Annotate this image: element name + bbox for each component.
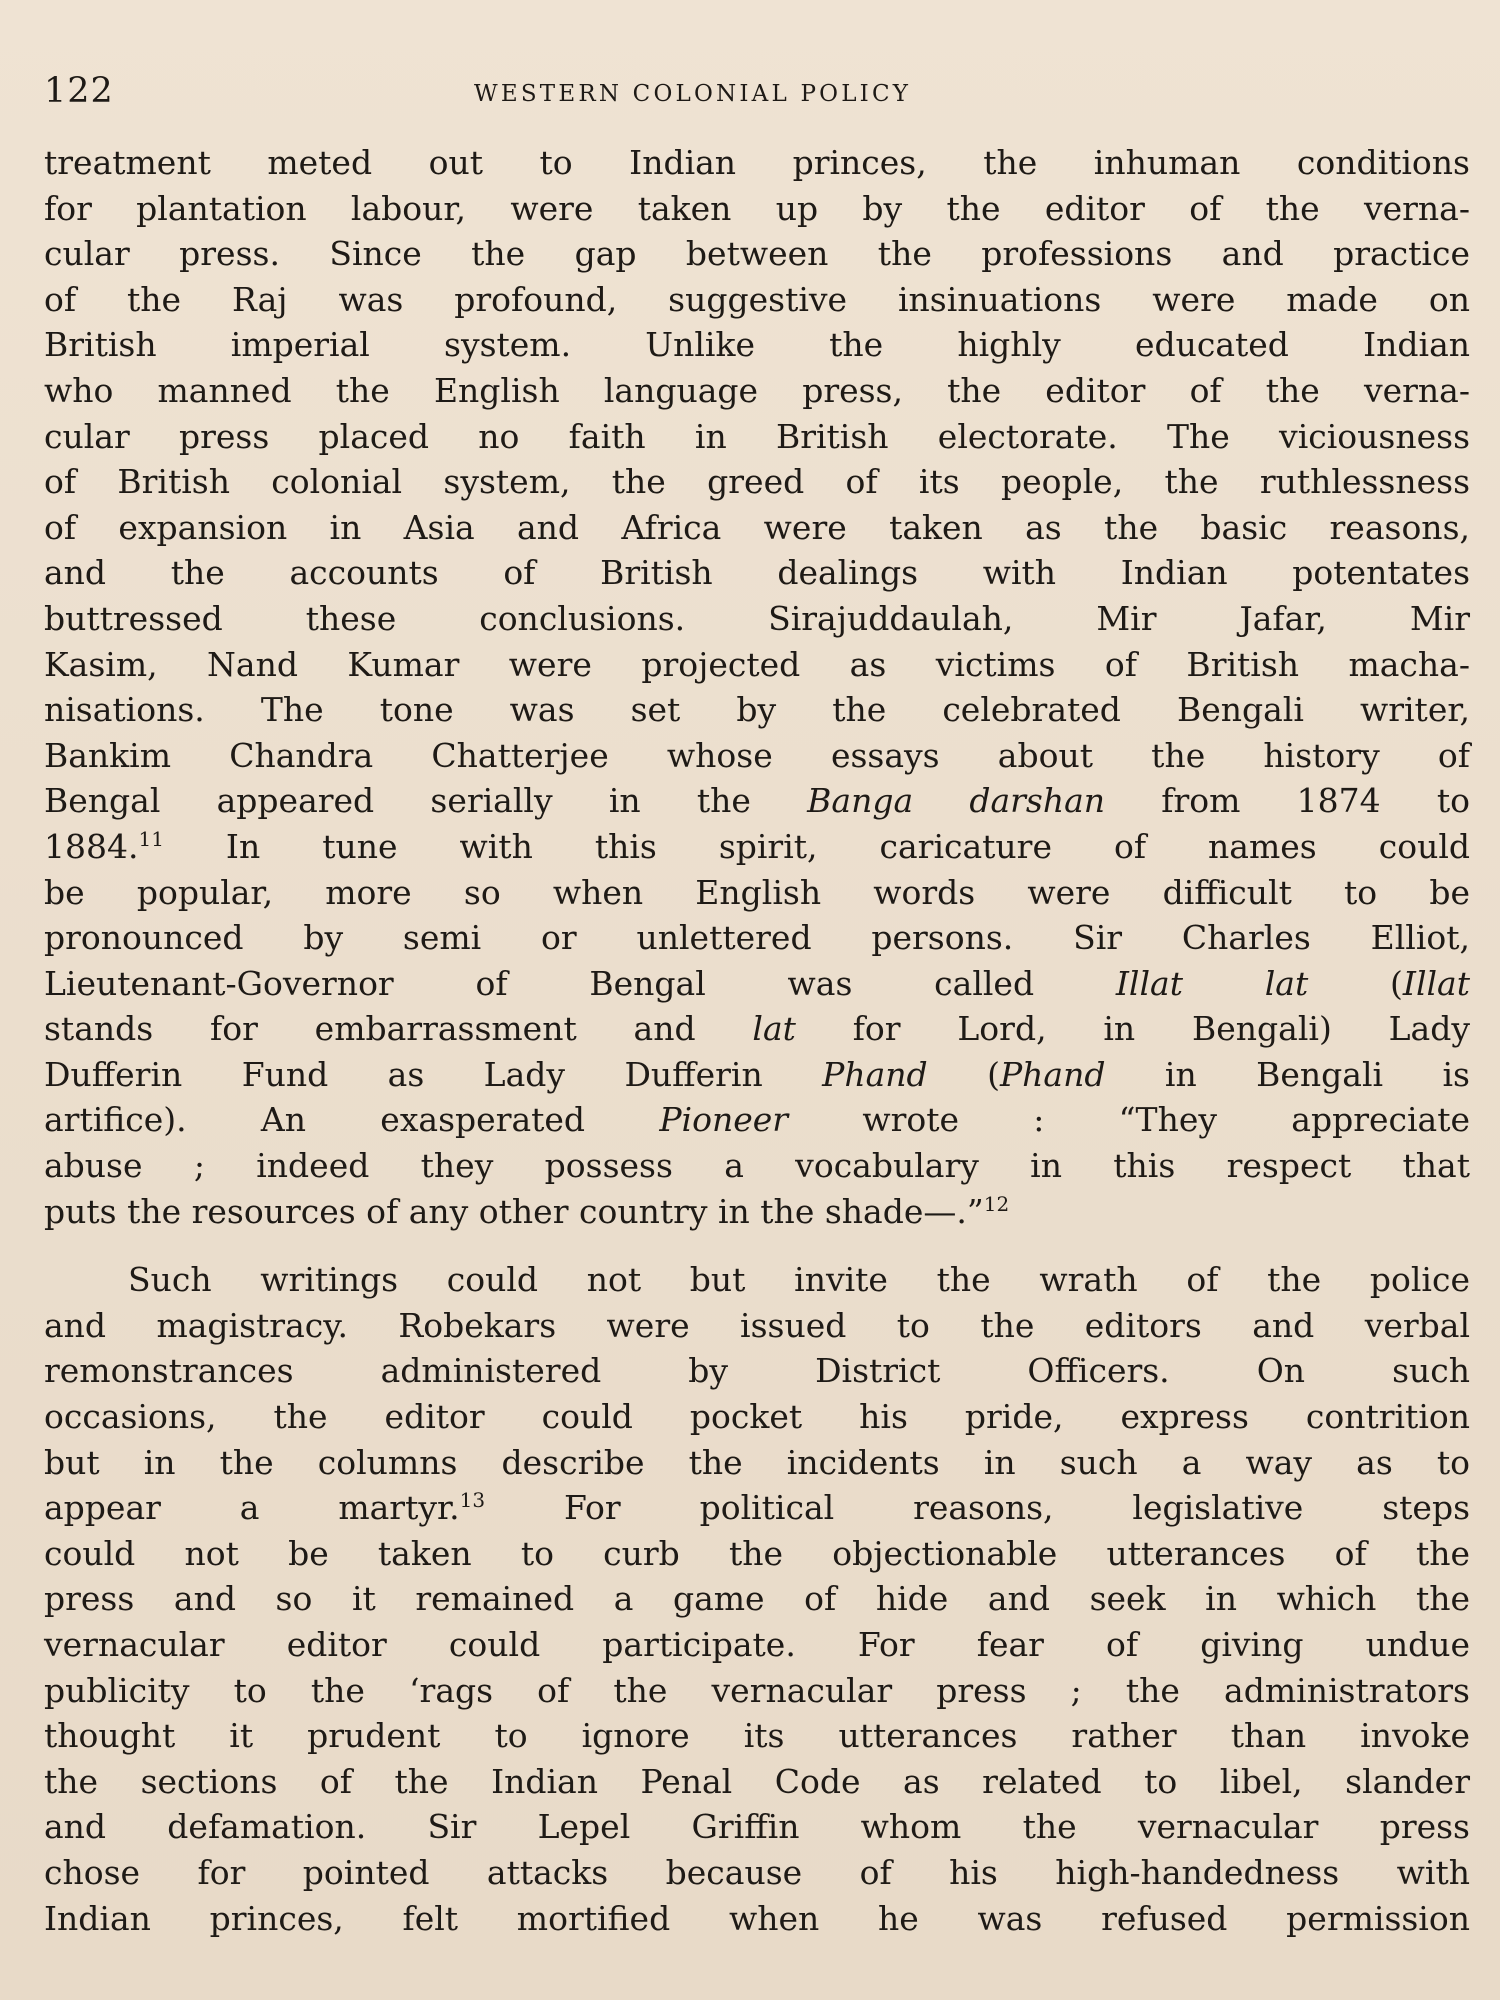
text-segment: Such writings could not but invite the wrath of the police	[128, 1260, 1470, 1300]
text-line	[44, 1622, 1470, 1668]
text-line	[44, 1394, 1470, 1440]
text-segment: cular press. Since the gap between the professions and practice	[44, 234, 1470, 274]
text-segment: occasions, the editor could pocket his pride, express contrition	[44, 1397, 1470, 1437]
text-segment: but in the columns describe the incidents in such a way as to	[44, 1442, 1470, 1482]
italic-text: lat	[752, 1009, 796, 1049]
footnote-marker: 13	[459, 1488, 486, 1513]
text-segment: abuse ; indeed they possess a vocabulary in this respect that	[44, 1146, 1470, 1186]
text-line	[44, 1759, 1470, 1805]
text-segment: treatment meted out to Indian princes, the inhuman conditions	[44, 143, 1470, 182]
text-line	[44, 1896, 1470, 1942]
text-segment: of British colonial system, the greed of its people, the ruthlessness	[44, 462, 1470, 502]
text-line	[44, 277, 1470, 323]
running-head	[44, 66, 1470, 116]
paragraph	[44, 1257, 1470, 1941]
text-line	[44, 550, 1470, 596]
text-line	[44, 1303, 1470, 1349]
text-line	[44, 322, 1470, 368]
italic-text: Illat	[1402, 963, 1470, 1003]
running-title: WESTERN COLONIAL POLICY	[474, 81, 912, 107]
italic-text: Phand	[822, 1054, 928, 1094]
text-line	[44, 1713, 1470, 1759]
text-segment: Indian princes, felt mortified when he was refused permission	[44, 1898, 1470, 1938]
text-segment: chose for pointed attacks because of his high-handedness with	[44, 1852, 1470, 1892]
text-line	[44, 1052, 1470, 1098]
italic-text: Illat lat	[1115, 963, 1309, 1003]
text-segment: appear a martyr.	[44, 1488, 460, 1528]
text-segment: Bankim Chandra Chatterjee whose essays about the history of	[44, 735, 1470, 775]
footnote-marker: 12	[983, 1191, 1010, 1216]
paragraph	[44, 140, 1470, 1234]
text-segment: buttressed these conclusions. Sirajuddaulah, Mir Jafar, Mir	[44, 598, 1470, 638]
footnote-marker: 11	[138, 826, 164, 851]
text-line	[44, 505, 1470, 551]
text-segment: and magistracy. Robekars were issued to the editors and verbal	[44, 1305, 1470, 1345]
text-segment: for plantation labour, were taken up by the editor of the verna-	[44, 188, 1470, 228]
text-line	[44, 778, 1470, 824]
text-segment: puts the resources of any other country in the shade—.”	[44, 1191, 984, 1231]
italic-text: Banga darshan	[807, 781, 1106, 821]
text-segment: in Bengali is	[1105, 1054, 1470, 1094]
italic-text: Pioneer	[659, 1100, 789, 1140]
text-segment: cular press placed no faith in British electorate. The viciousness	[44, 416, 1470, 456]
text-line	[44, 231, 1470, 277]
text-line	[44, 1440, 1470, 1486]
text-line	[44, 642, 1470, 688]
text-segment: pronounced by semi or unlettered persons. Sir Charles Elliot,	[44, 918, 1470, 958]
text-segment: who manned the English language press, the editor of the verna-	[44, 370, 1470, 410]
text-line	[44, 1189, 1470, 1235]
text-segment: the sections of the Indian Penal Code as related to libel, slander	[44, 1761, 1470, 1801]
text-segment: 1884.	[44, 826, 139, 866]
text-segment: British imperial system. Unlike the highly educated Indian	[44, 325, 1470, 365]
text-segment: Dufferin Fund as Lady Dufferin	[44, 1054, 823, 1094]
text-line	[44, 1348, 1470, 1394]
text-segment: nisations. The tone was set by the celebrated Bengali writer,	[44, 690, 1470, 730]
text-line	[44, 1850, 1470, 1896]
text-line	[44, 1668, 1470, 1714]
text-segment: Kasim, Nand Kumar were projected as victims of British macha-	[44, 644, 1470, 684]
text-line	[44, 1257, 1470, 1303]
text-segment: press and so it remained a game of hide and seek in which the	[44, 1579, 1470, 1619]
text-segment: (	[1308, 963, 1403, 1003]
text-line	[44, 733, 1470, 779]
text-line	[44, 368, 1470, 414]
text-line	[44, 1006, 1470, 1052]
text-segment: and the accounts of British dealings with Indian potentates	[44, 553, 1470, 593]
text-segment: of expansion in Asia and Africa were taken as the basic reasons,	[44, 507, 1470, 547]
text-line	[44, 1804, 1470, 1850]
text-line	[44, 596, 1470, 642]
text-segment: remonstrances administered by District Officers. On such	[44, 1351, 1470, 1391]
text-line	[44, 687, 1470, 733]
text-line	[44, 1531, 1470, 1577]
text-line	[44, 870, 1470, 916]
text-segment: vernacular editor could participate. For fear of giving undue	[44, 1625, 1470, 1664]
text-line	[44, 1097, 1470, 1143]
text-segment: wrote : “They appreciate	[788, 1100, 1470, 1140]
text-segment: for Lord, in Bengali) Lady	[795, 1009, 1470, 1049]
text-segment: from 1874 to	[1105, 781, 1470, 821]
text-segment: publicity to the ‘rags of the vernacular press ; the administrators	[44, 1670, 1470, 1710]
text-line	[44, 414, 1470, 460]
text-segment: thought it prudent to ignore its utterances rather than invoke	[44, 1716, 1470, 1756]
text-segment: Bengal appeared serially in the	[44, 781, 808, 821]
text-line	[44, 1485, 1470, 1531]
body-text	[44, 140, 1470, 1941]
text-line	[44, 459, 1470, 505]
text-segment: Lieutenant-Governor of Bengal was called	[44, 963, 1116, 1003]
text-segment: For political reasons, legislative steps	[485, 1488, 1470, 1528]
text-line	[44, 186, 1470, 232]
text-line	[44, 1576, 1470, 1622]
text-line	[44, 961, 1470, 1007]
text-line	[44, 1143, 1470, 1189]
text-segment: of the Raj was profound, suggestive insinuations were made on	[44, 279, 1470, 319]
text-segment: In tune with this spirit, caricature of names could	[163, 826, 1470, 866]
text-segment: (	[927, 1054, 1000, 1094]
text-line	[44, 140, 1470, 186]
text-line	[44, 915, 1470, 961]
text-segment: be popular, more so when English words were difficult to be	[44, 872, 1470, 912]
italic-text: Phand	[999, 1054, 1106, 1094]
page-number: 122	[44, 71, 114, 111]
text-segment: artifice). An exasperated	[44, 1100, 660, 1140]
text-segment: stands for embarrassment and	[44, 1009, 753, 1049]
text-segment: could not be taken to curb the objectionable utterances of the	[44, 1533, 1470, 1573]
text-line	[44, 824, 1470, 870]
text-segment: and defamation. Sir Lepel Griffin whom the vernacular press	[44, 1807, 1470, 1847]
